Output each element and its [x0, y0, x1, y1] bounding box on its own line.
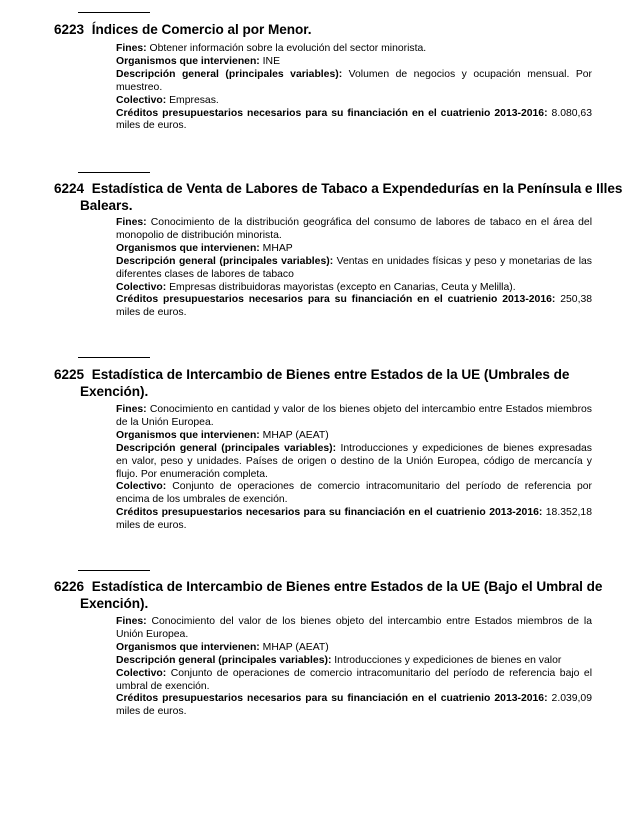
entry-code: 6224 — [54, 181, 85, 196]
creditos-text: 8.080,63 miles de euros. — [116, 107, 592, 132]
descripcion-text: Introducciones y expediciones de bienes expresadas en valor, peso y unidades. Países de origen o destino de la Unión Europea, código de mercancía y flujo. Por enumeración completa. — [116, 442, 592, 480]
descripcion-label: Descripción general (principales variables): — [116, 442, 337, 454]
organismos-text: MHAP — [262, 242, 293, 254]
creditos-text: 2.039,09 miles de euros. — [116, 693, 592, 718]
fines-text: Conocimiento del valor de los bienes objeto del intercambio entre Estados miembros de la Unión Europea. — [116, 616, 593, 640]
descripcion-text: Volumen de negocios y ocupación mensual. Por muestreo. — [116, 68, 592, 93]
organismos-label: Organismos que intervienen: — [116, 242, 260, 254]
entry-title — [54, 21, 628, 38]
entry-body — [116, 404, 592, 533]
entry-title — [54, 578, 628, 612]
fines-text: Obtener información sobre la evolución del sector minorista. — [149, 43, 427, 54]
descripcion-text: Ventas en unidades físicas y peso y monetarias de las diferentes clases de labores de tabaco — [116, 255, 592, 280]
creditos-text: 250,38 miles de euros. — [116, 294, 593, 319]
organismos-text: INE — [262, 55, 280, 67]
entry-title — [54, 180, 628, 214]
entry-code: 6226 — [54, 579, 85, 594]
colectivo-text: Conjunto de operaciones de comercio intracomunitario del período de referencia por encima de los umbrales de exención. — [116, 481, 592, 506]
entry-title-text: Estadística de Intercambio de Bienes entre Estados de la UE (Bajo el Umbral de Exención). — [80, 579, 603, 611]
entry-title-text: Estadística de Intercambio de Bienes entre Estados de la UE (Umbrales de Exención). — [80, 367, 570, 399]
organismos-text: MHAP (AEAT) — [262, 429, 329, 441]
creditos-label: Créditos presupuestarios necesarios para su financiación en el cuatrienio 2013-2016: — [116, 294, 556, 306]
organismos-label: Organismos que intervienen: — [116, 429, 260, 441]
organismos-text: MHAP (AEAT) — [262, 641, 329, 653]
entry-code: 6223 — [54, 22, 85, 37]
section-separator — [78, 357, 150, 358]
creditos-label: Créditos presupuestarios necesarios para su financiación en el cuatrienio 2013-2016: — [116, 693, 548, 705]
fines-label: Fines: — [116, 616, 147, 627]
descripcion-label: Descripción general (principales variables): — [116, 68, 343, 80]
creditos-text: 18.352,18 miles de euros. — [116, 507, 592, 532]
organismos-label: Organismos que intervienen: — [116, 641, 260, 653]
fines-label: Fines: — [116, 404, 147, 415]
fines-text: Conocimiento en cantidad y valor de los bienes objeto del intercambio entre Estados miembros de la Unión Europea. — [116, 404, 592, 428]
fines-label: Fines: — [116, 217, 147, 228]
section-separator — [78, 12, 150, 13]
section-separator — [78, 172, 150, 173]
entry-code: 6225 — [54, 367, 85, 382]
entry-title-text: Índices de Comercio al por Menor. — [91, 22, 312, 37]
entry-body — [116, 43, 592, 133]
section-separator — [78, 570, 150, 571]
entry-title-text: Estadística de Venta de Labores de Tabaco a Expendedurías en la Península e Illes Balears. — [80, 181, 623, 213]
colectivo-text: Conjunto de operaciones de comercio intracomunitario del período de referencia bajo el umbral de exención. — [116, 667, 592, 692]
colectivo-text: Empresas. — [169, 94, 219, 106]
colectivo-label: Colectivo: — [116, 281, 167, 293]
entry-title — [54, 366, 628, 400]
descripcion-label: Descripción general (principales variables): — [116, 255, 334, 267]
creditos-label: Créditos presupuestarios necesarios para su financiación en el cuatrienio 2013-2016: — [116, 507, 543, 519]
organismos-label: Organismos que intervienen: — [116, 55, 260, 67]
fines-label: Fines: — [116, 43, 147, 54]
fines-text: Conocimiento de la distribución geográfica del consumo de labores de tabaco en el área del monopolio de distribución minorista. — [116, 217, 593, 241]
creditos-label: Créditos presupuestarios necesarios para su financiación en el cuatrienio 2013-2016: — [116, 107, 548, 119]
entry-body — [116, 616, 592, 719]
colectivo-label: Colectivo: — [116, 667, 167, 679]
colectivo-label: Colectivo: — [116, 481, 167, 493]
entry-body — [116, 217, 592, 320]
colectivo-label: Colectivo: — [116, 94, 167, 106]
colectivo-text: Empresas distribuidoras mayoristas (excepto en Canarias, Ceuta y Melilla). — [169, 281, 516, 293]
descripcion-label: Descripción general (principales variables): — [116, 654, 332, 666]
descripcion-text: Introducciones y expediciones de bienes en valor — [334, 654, 562, 666]
